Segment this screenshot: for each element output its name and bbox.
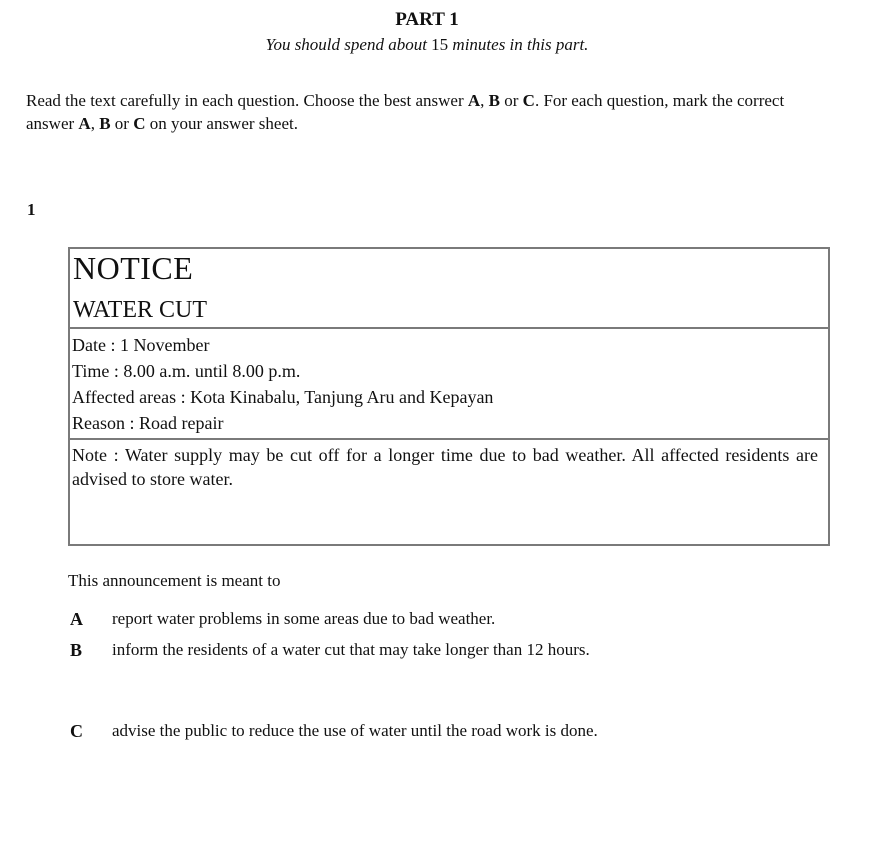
option-ref-a: A <box>467 91 481 110</box>
notice-date: Date : 1 November <box>72 335 210 355</box>
notice-areas: Affected areas : Kota Kinabalu, Tanjung Aru and Kepayan <box>72 387 494 407</box>
option-b-letter: B <box>70 640 83 660</box>
notice-details <box>70 329 828 440</box>
notice-reason: Reason : Road repair <box>72 413 224 433</box>
option-b[interactable] <box>70 639 590 661</box>
option-c-letter: C <box>70 721 83 741</box>
option-a[interactable] <box>70 608 495 630</box>
time-note <box>0 34 854 56</box>
notice-subtitle: WATER CUT <box>73 297 207 323</box>
option-ref-c-2: C <box>133 114 146 133</box>
option-ref-b: B <box>488 91 500 110</box>
notice-header <box>70 249 828 329</box>
option-c[interactable] <box>70 720 598 742</box>
option-c-text: advise the public to reduce the use of water until the road work is done. <box>112 721 598 740</box>
option-b-text: inform the residents of a water cut that may take longer than 12 hours. <box>112 640 590 659</box>
instructions-sep-1: , <box>480 91 489 110</box>
instructions-text-2: . For each question, mark the correct answer <box>26 91 785 133</box>
instructions-text-1: Read the text carefully in each question. Choose the best answer <box>26 91 468 110</box>
option-a-text: report water problems in some areas due to bad weather. <box>112 609 496 628</box>
instructions <box>26 89 826 135</box>
notice-note: Note : Water supply may be cut off for a longer time due to bad weather. All affected residents are advised to store water. <box>72 445 818 489</box>
notice-box <box>68 247 830 546</box>
page-title: PART 1 <box>395 9 459 30</box>
instructions-text-3: on your answer sheet. <box>145 114 298 133</box>
option-ref-a-2: A <box>78 114 91 133</box>
notice-time: Time : 8.00 a.m. until 8.00 p.m. <box>72 361 301 381</box>
question-number: 1 <box>27 200 36 219</box>
time-note-number: 15 <box>431 35 449 54</box>
instructions-sep-4: or <box>110 114 134 133</box>
instructions-sep-3: , <box>90 114 100 133</box>
question-stem: This announcement is meant to <box>68 571 281 590</box>
option-ref-b-2: B <box>99 114 111 133</box>
time-note-before: You should spend about <box>265 35 432 54</box>
instructions-sep-2: or <box>499 91 523 110</box>
time-note-after: minutes in this part. <box>448 35 589 54</box>
notice-title: NOTICE <box>73 250 194 286</box>
option-ref-c: C <box>522 91 535 110</box>
option-a-letter: A <box>70 609 83 629</box>
